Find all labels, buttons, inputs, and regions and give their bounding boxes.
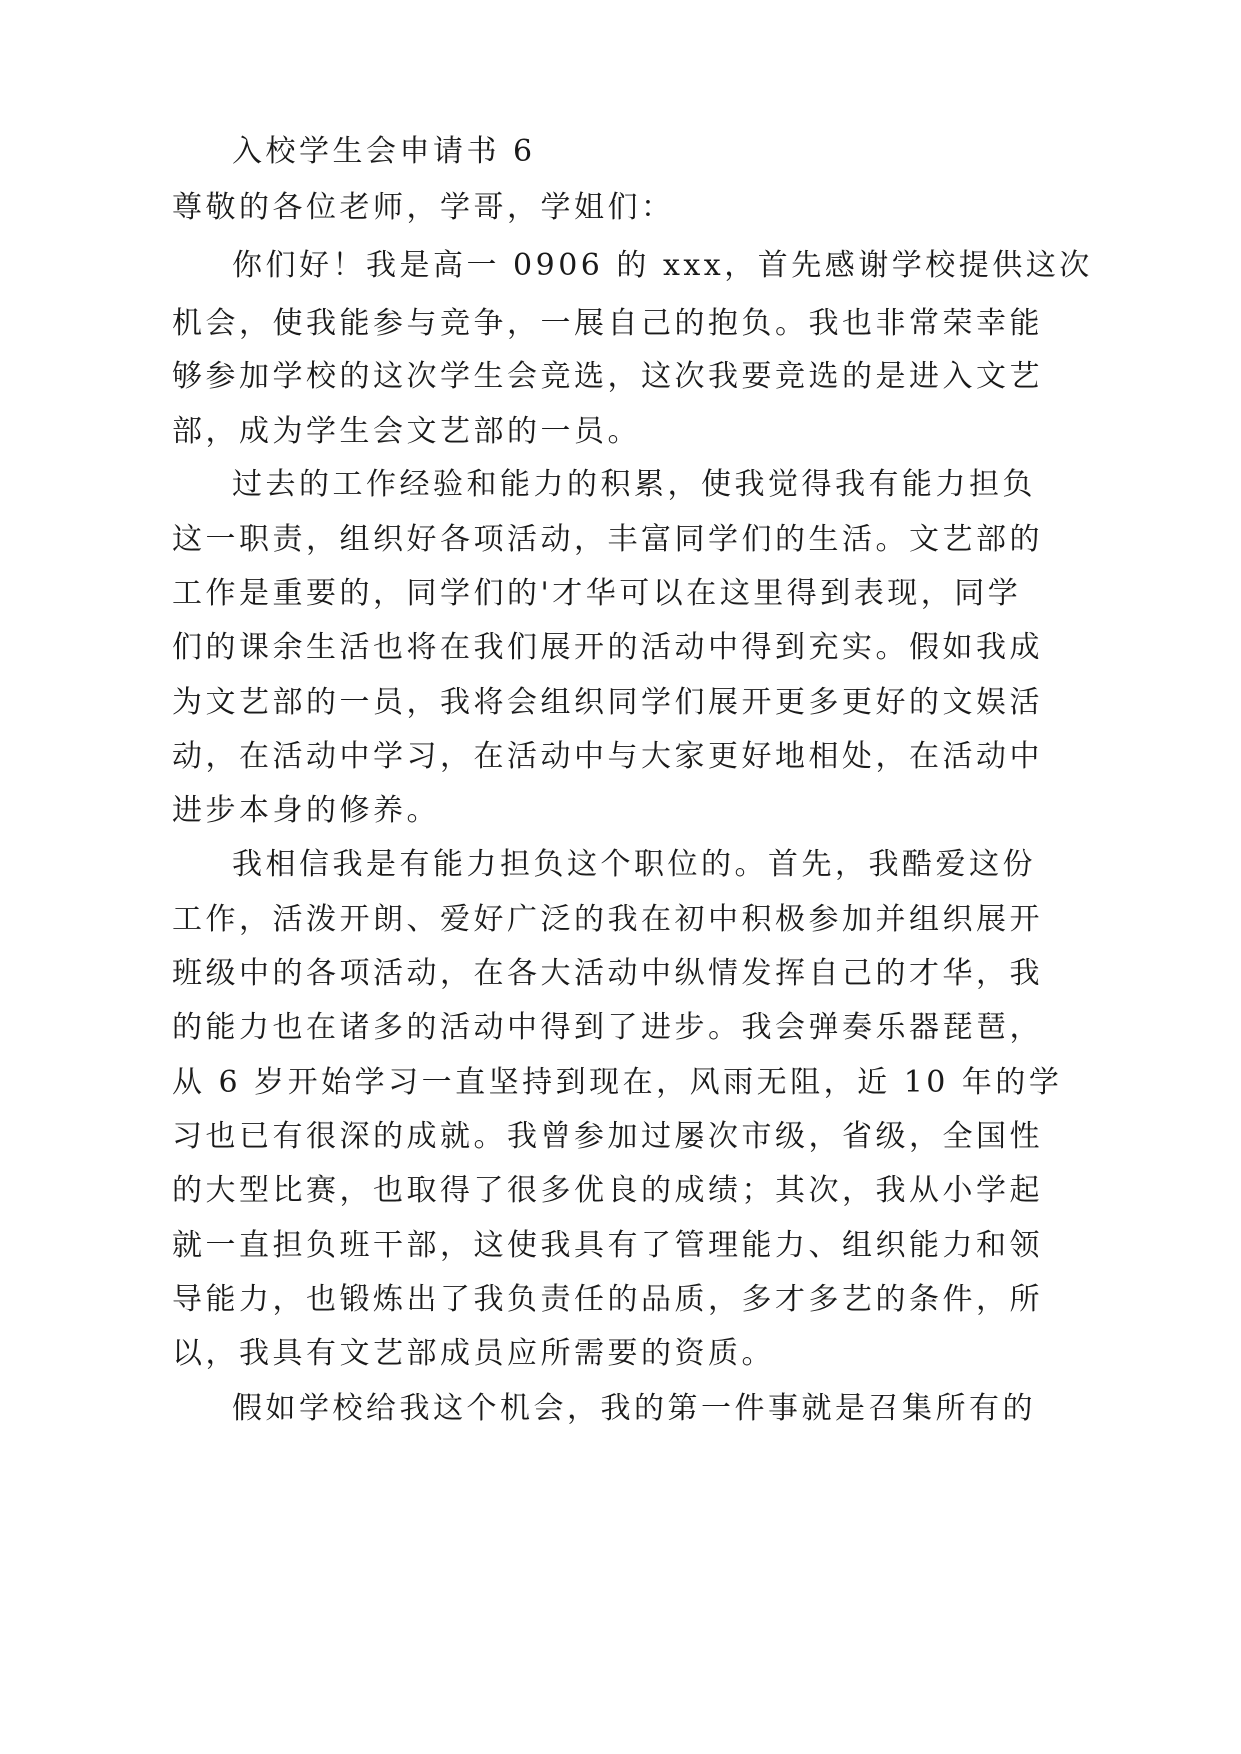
- paragraph-line: 班级中的各项活动，在各大活动中纵情发挥自己的才华，我: [172, 956, 1043, 991]
- paragraph-line: 过去的工作经验和能力的积累，使我觉得我有能力担负: [232, 467, 1036, 502]
- paragraph-line: 的大型比赛，也取得了很多优良的成绩；其次，我从小学起: [172, 1173, 1043, 1208]
- paragraph-line: 你们好！我是高一 0906 的 xxx，首先感谢学校提供这次: [232, 248, 1093, 283]
- paragraph-line: 进步本身的修养。: [172, 793, 440, 828]
- salutation: 尊敬的各位老师，学哥，学姐们：: [172, 190, 675, 225]
- paragraph-line: 们的课余生活也将在我们展开的活动中得到充实。假如我成: [172, 630, 1043, 665]
- paragraph-line: 部，成为学生会文艺部的一员。: [172, 414, 641, 449]
- document-title: 入校学生会申请书 6: [232, 134, 536, 169]
- paragraph-line: 机会，使我能参与竞争，一展自己的抱负。我也非常荣幸能: [172, 306, 1043, 341]
- paragraph-line: 假如学校给我这个机会，我的第一件事就是召集所有的: [232, 1391, 1036, 1426]
- paragraph-line: 这一职责，组织好各项活动，丰富同学们的生活。文艺部的: [172, 522, 1043, 557]
- paragraph-line: 就一直担负班干部，这使我具有了管理能力、组织能力和领: [172, 1228, 1043, 1263]
- paragraph-line: 的能力也在诸多的活动中得到了进步。我会弹奏乐器琵琶，: [172, 1010, 1043, 1045]
- paragraph-line: 动，在活动中学习，在活动中与大家更好地相处，在活动中: [172, 739, 1043, 774]
- paragraph-line: 导能力，也锻炼出了我负责任的品质，多才多艺的条件，所: [172, 1282, 1043, 1317]
- paragraph-line: 以，我具有文艺部成员应所需要的资质。: [172, 1336, 775, 1371]
- paragraph-line: 从 6 岁开始学习一直坚持到现在，风雨无阻，近 10 年的学: [172, 1065, 1063, 1100]
- paragraph-line: 为文艺部的一员，我将会组织同学们展开更多更好的文娱活: [172, 685, 1043, 720]
- paragraph-line: 习也已有很深的成就。我曾参加过屡次市级，省级，全国性: [172, 1119, 1043, 1154]
- paragraph-line: 工作，活泼开朗、爱好广泛的我在初中积极参加并组织展开: [172, 902, 1043, 937]
- paragraph-line: 工作是重要的，同学们的'才华可以在这里得到表现，同学: [172, 576, 1022, 611]
- paragraph-line: 够参加学校的这次学生会竞选，这次我要竞选的是进入文艺: [172, 359, 1043, 394]
- paragraph-line: 我相信我是有能力担负这个职位的。首先，我酷爱这份: [232, 847, 1036, 882]
